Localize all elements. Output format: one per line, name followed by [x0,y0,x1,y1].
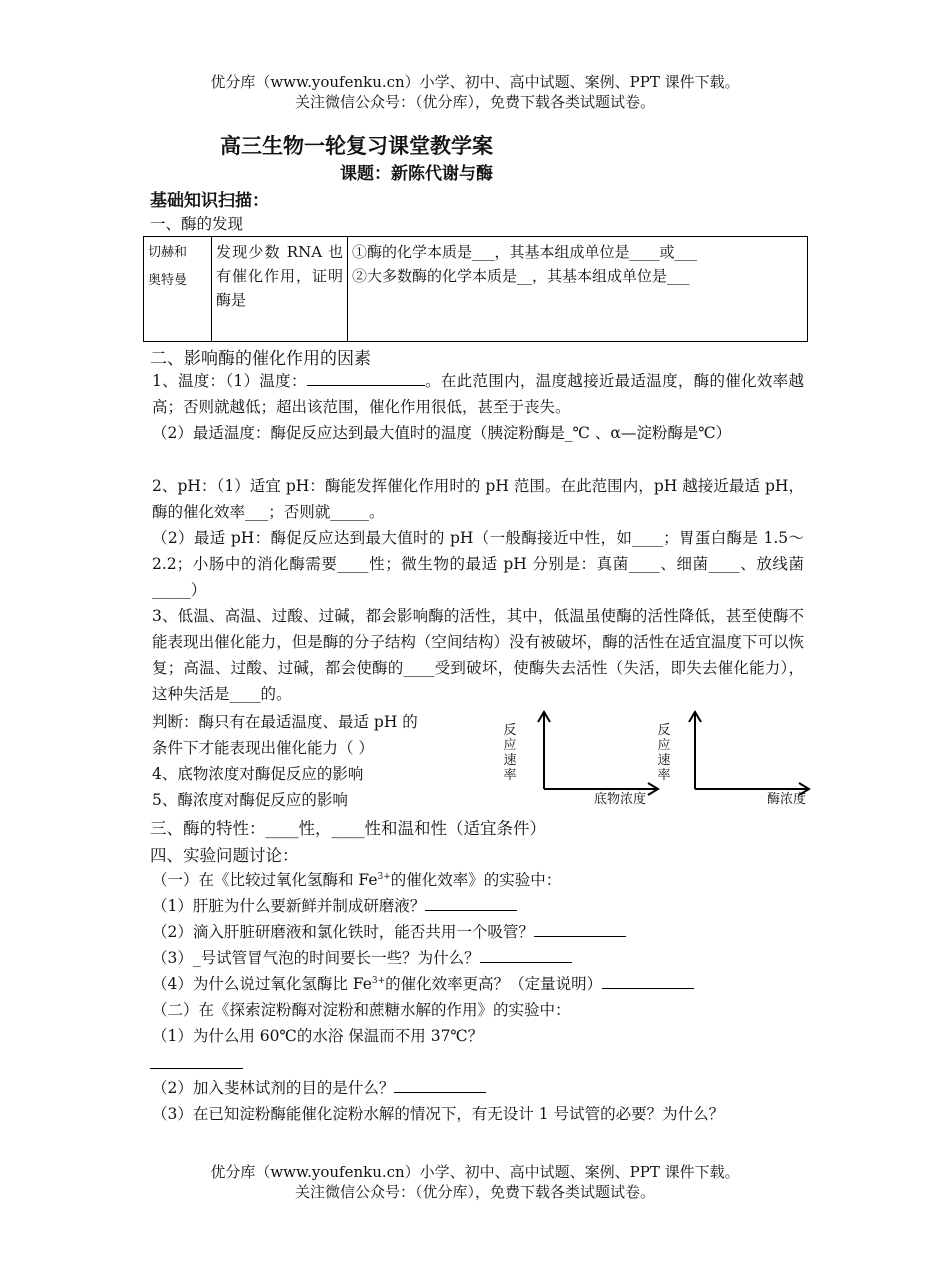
graph2-axes [681,708,811,798]
page-subtitle: 课题：新陈代谢与酶 [340,164,493,184]
experiment-1-question-3 [152,946,572,968]
experiment-2-question-2 [152,1076,486,1098]
graph2-xlabel: 酶浓度 [767,792,807,807]
experiment-2-heading: （二）在《探索淀粉酶对淀粉和蔗糖水解的作用》的实验中： [152,1001,571,1019]
temperature-text-a: 1、温度：（1）温度： [152,372,307,390]
question-text: （3）_号试管冒气泡的时间要长一些？为什么？ [152,949,480,967]
ph-range-paragraph: 2、pH：（1）适宜 pH：酶能发挥催化作用时的 pH 范围。在此范围内，pH 越接近最适 pH，酶的催化效率___；否则就_____。 [152,477,804,521]
discovery-cell: 发现少数 RNA 也有催化作用，证明酶是 [212,237,348,342]
denaturation-paragraph: 3、低温、高温、过酸、过碱，都会影响酶的活性，其中，低温虽使酶的活性降低，甚至使酶不能表现出催化能力，但是酶的分子结构（空间结构）没有被破坏，酶的活性在适宜温度下可以恢复；高温、过酸、过碱，都会使酶的____受到破坏，使酶失去活性（失活，即失去催化能力），这种失活是____的。 [152,607,804,703]
section-1-title: 一、酶的发现 [150,215,244,233]
header-line-1: 优分库（www.youfenku.cn）小学、初中、高中试题、案例、PPT 课件下载。 [210,73,740,91]
experiment-2-question-3: （3）在已知淀粉酶能催化淀粉水解的情况下，有无设计 1 号试管的必要？为什么？ [152,1105,725,1123]
scientist-cell [144,237,212,342]
experiment-1-text-b: 的催化效率》的实验中： [390,871,562,889]
graph1-ylabel: 反应速率 [503,723,517,783]
experiment-1-heading [152,868,561,890]
section-basic-heading: 基础知识扫描： [150,191,269,211]
question-text: （2）加入斐林试剂的目的是什么？ [152,1079,395,1097]
graph1-axes [530,708,660,798]
answer-blank [534,936,626,937]
page-title: 高三生物一轮复习课堂教学案 [220,134,493,158]
discovery-question-2: ②大多数酶的化学本质是__，其基本组成单位是___ [352,267,690,285]
optimal-temperature-paragraph: （2）最适温度：酶促反应达到最大值时的温度（胰淀粉酶是_℃ 、α—淀粉酶是℃） [152,424,732,442]
question-text: （2）滴入肝脏研磨液和氯化铁时，能否共用一个吸管？ [152,923,534,941]
section-3-properties: 三、酶的特性：____性，____性和温和性（适宜条件） [150,819,546,838]
enzyme-discovery-table [143,236,808,342]
substrate-effect-item: 4、底物浓度对酶促反应的影响 [152,765,364,783]
temperature-range-blank [307,385,425,386]
section-2-title: 二、影响酶的催化作用的因素 [150,349,371,369]
section-4-title: 四、实验问题讨论： [150,846,299,865]
footer-line-2: 关注微信公众号：（优分库），免费下载各类试题试卷。 [294,1183,655,1201]
header-line-2: 关注微信公众号：（优分库），免费下载各类试题试卷。 [294,93,655,111]
experiment-1-text-a: （一）在《比较过氧化氢酶和 Fe [152,871,378,889]
temperature-paragraph [152,368,804,420]
scientist-name-1: 切赫和 [148,245,188,260]
scientist-name-2: 奥特曼 [148,273,188,288]
temperature-text-b: 。在此范围内，温度越接近最适温度，酶的催化效率越高；否则就越低；超出该范围，催化作用很低，甚至于丧失。 [152,372,804,416]
footer-line-1: 优分库（www.youfenku.cn）小学、初中、高中试题、案例、PPT 课件下载。 [210,1163,740,1181]
discovery-question-1: ①酶的化学本质是___，其基本组成单位是____或___ [352,243,698,261]
experiment-1-question-2 [152,920,626,942]
answer-blank [602,988,694,989]
answer-blank [394,1092,486,1093]
question-text-b: 的催化效率更高？（定量说明） [385,975,603,993]
experiment-2-question-1: （1）为什么用 60℃的水浴 保温而不用 37℃？ [152,1027,484,1045]
answer-blank [480,962,572,963]
judgement-line-1: 判断：酶只有在最适温度、最适 pH 的 [152,713,418,731]
fe-superscript: 3+ [371,975,386,986]
graph2-ylabel: 反应速率 [657,723,671,783]
question-text: （1）肝脏为什么要新鲜并制成研磨液？ [152,897,426,915]
experiment-1-question-1 [152,894,517,916]
question-cell [348,237,808,342]
question-text-a: （4）为什么说过氧化氢酶比 Fe [152,975,372,993]
graph1-xlabel: 底物浓度 [594,792,647,807]
answer-blank [425,910,517,911]
enzyme-conc-effect-item: 5、酶浓度对酶促反应的影响 [152,791,348,809]
experiment-1-question-4 [152,972,694,994]
fe-superscript: 3+ [377,871,391,882]
answer-blank-line [150,1068,243,1069]
optimal-ph-paragraph: （2）最适 pH：酶促反应达到最大值时的 pH（一般酶接近中性，如____；胃蛋白酶是 1.5～2.2；小肠中的消化酶需要____性；微生物的最适 pH 分别是：真菌____、细菌____、放线菌_____） [152,529,804,599]
judgement-line-2: 条件下才能表现出催化能力（ ） [152,739,374,757]
